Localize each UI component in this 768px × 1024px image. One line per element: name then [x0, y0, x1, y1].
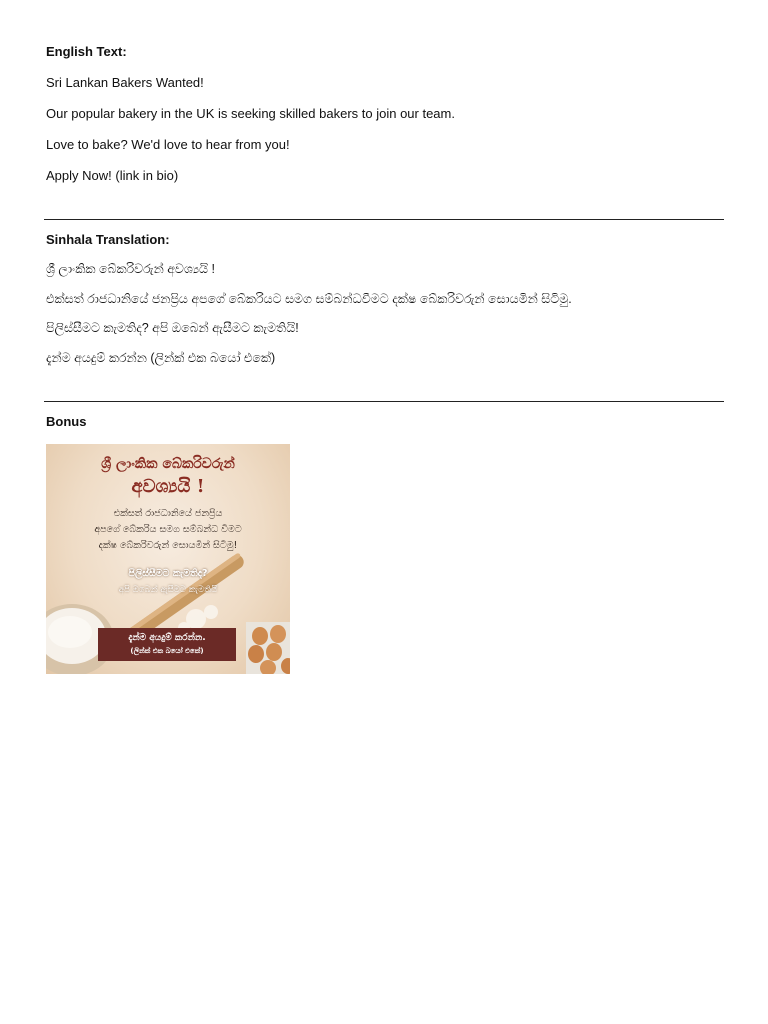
poster-apply-banner	[98, 628, 236, 661]
poster-body-line-1: එක්සත් රාජධානියේ ජනප්‍රිය	[113, 508, 223, 519]
english-line-4: Apply Now! (link in bio)	[46, 168, 179, 183]
sinhala-line-1: ශ්‍රී ලාංකික බේකරිවරුන් අවශ්‍යයි !	[46, 262, 215, 276]
poster-title-line-2: අවශ්‍යයි !	[131, 476, 205, 497]
bonus-poster-image	[46, 444, 290, 674]
sinhala-heading: Sinhala Translation:	[46, 232, 170, 247]
section-divider-1	[44, 219, 724, 220]
english-heading: English Text:	[46, 44, 127, 59]
poster-apply-line-2: (ලින්ක් එක බයෝ එකේ)	[130, 647, 204, 655]
poster-question-line-1: පිලිස්සීමට කැමතිද?	[128, 568, 208, 579]
english-line-2: Our popular bakery in the UK is seeking skilled bakers to join our team.	[46, 106, 455, 121]
sinhala-line-2: එක්සත් රාජධානියේ ජනප්‍රිය අපගේ බේකරියට සමග සම්බන්ධවීමට දක්ෂ බේකරිවරුන් සොයමින් සිටිමු.	[46, 292, 572, 306]
english-line-1: Sri Lankan Bakers Wanted!	[46, 75, 204, 90]
english-line-3: Love to bake? We'd love to hear from you!	[46, 137, 290, 152]
bonus-heading: Bonus	[46, 414, 87, 429]
poster-body-line-3: දක්ෂ බේකරිවරුන් සොයමින් සිටිමු!	[98, 540, 238, 551]
section-divider-2	[44, 401, 724, 402]
poster-body-line-2: අපගේ බේකරිය සමග සම්බන්ධ වීමට	[94, 524, 242, 535]
sinhala-line-3: පිලිස්සීමට කැමතිද? අපි ඔබෙන් ඇසීමට කැමතියි!	[46, 321, 299, 335]
poster-question-line-2: අපි ඔබෙන් ඇසීමට කැමතියි	[118, 585, 218, 595]
sinhala-line-4: දැන්ම අයදුම් කරන්න (ලින්ක් එක බයෝ එකේ)	[46, 351, 276, 365]
poster-apply-line-1: දැන්ම අයදුම් කරන්න.	[128, 633, 206, 643]
eggs-icon	[246, 622, 290, 674]
poster-title-line-1: ශ්‍රී ලාංකික බේකරිවරුන්	[101, 456, 235, 472]
